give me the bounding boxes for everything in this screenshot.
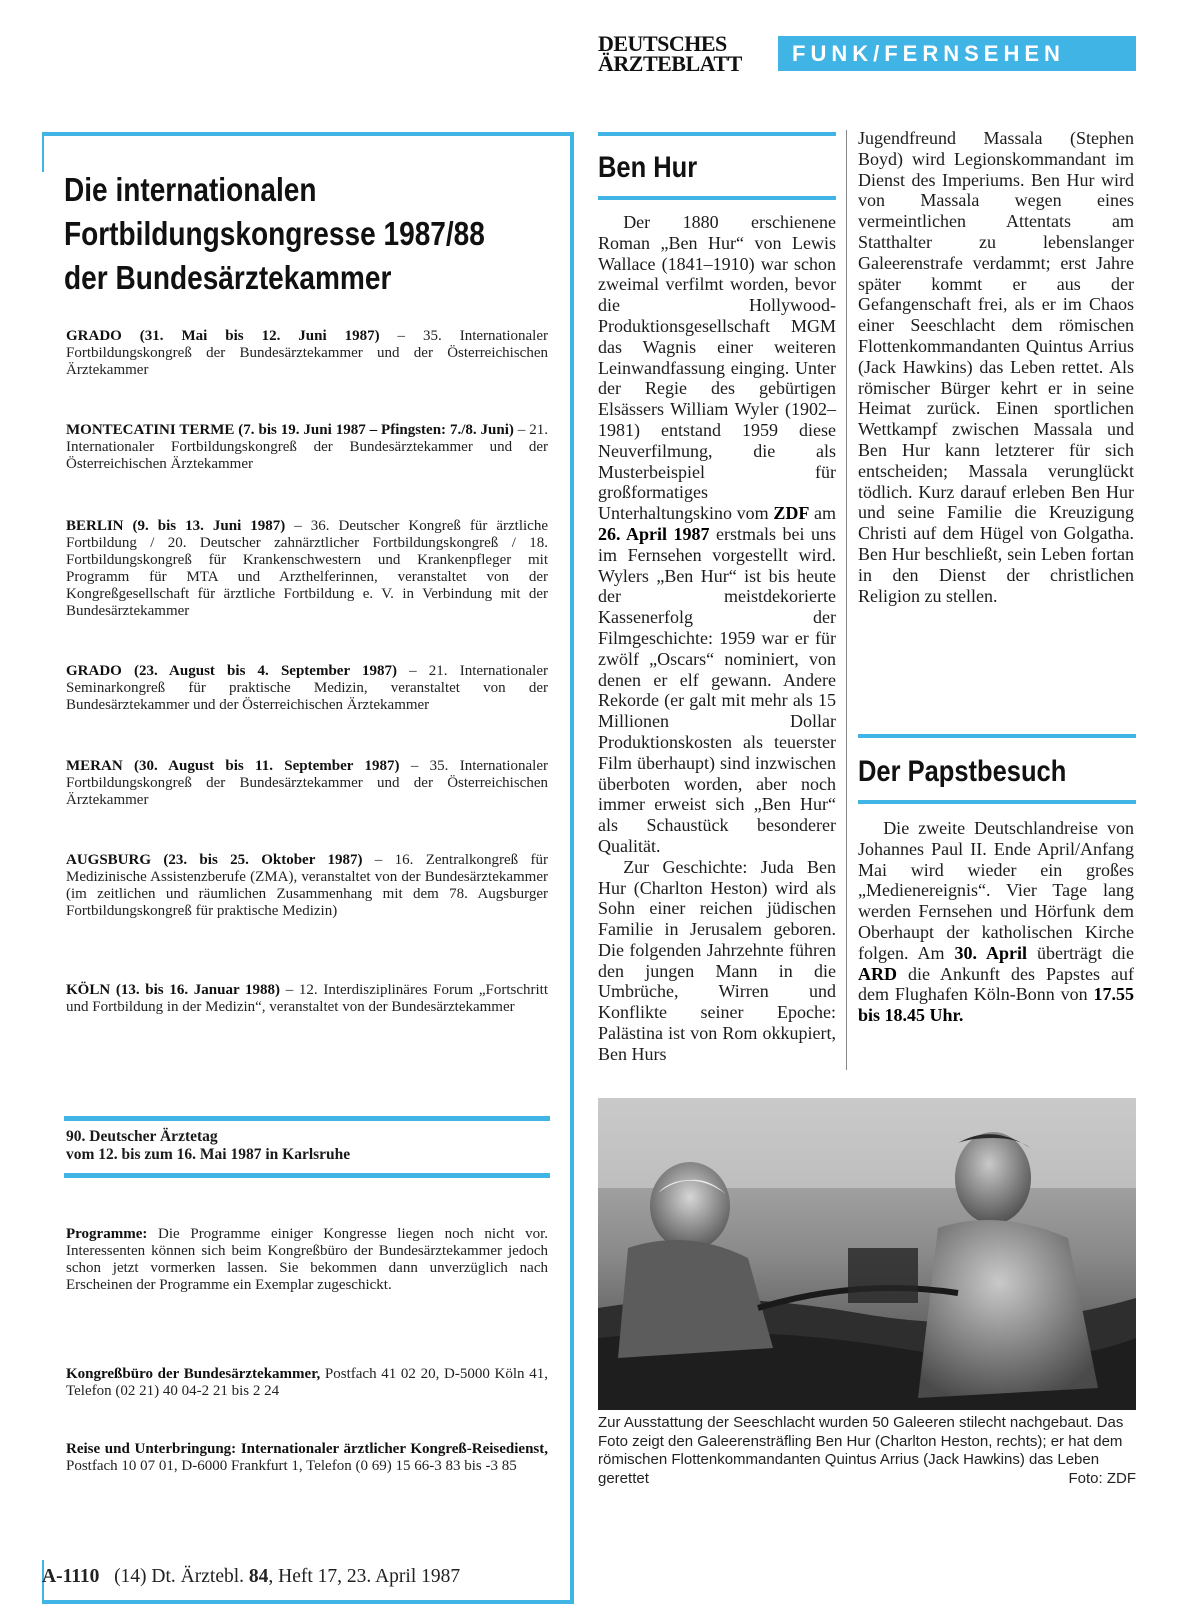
footer-citation: (14) Dt. Ärztebl. <box>114 1566 249 1587</box>
page-footer <box>42 1566 460 1588</box>
entry-head: BERLIN (9. bis 13. Juni 1987) <box>66 518 286 534</box>
text-run: am <box>809 503 836 524</box>
headline-line-3: der Bundesärztekammer <box>64 259 392 296</box>
aerztetag-line-2: vom 12. bis zum 16. Mai 1987 in Karlsruhe <box>66 1146 351 1163</box>
photo-credit: Foto: ZDF <box>1068 1469 1136 1487</box>
photo-caption <box>598 1414 1136 1488</box>
text-run: überträgt die <box>1027 942 1134 963</box>
logo-line-2: ÄRZTEBLATT <box>598 51 742 76</box>
headline-line-1: Die internationalen <box>64 171 317 208</box>
congress-entry <box>66 663 548 714</box>
journal-logo <box>598 31 768 76</box>
congress-entry <box>66 518 548 620</box>
entry-head: GRADO (31. Mai bis 12. Juni 1987) <box>66 328 380 344</box>
congress-entry <box>66 982 548 1016</box>
section-band: FUNK/FERNSEHEN <box>778 36 1136 71</box>
entry-body: – 21. Internationaler Seminarkongreß für praktische Medizin, veranstaltet von der Bundesärztekammer und der Österreichischen Ärztekammer <box>66 663 548 713</box>
column-divider <box>846 130 847 1070</box>
benhur-paragraph-1 <box>598 212 836 857</box>
footer-volume: 84 <box>248 1566 269 1587</box>
caption-text: Zur Ausstattung der Seeschlacht wurden 50 Galeeren stilecht nachgebaut. Das Foto zeigt den Galeerensträfling Ben Hur (Charlton Heston, rechts); er hat dem römischen Flottenkommandanten Quintus Arrius (Jack Hawkins) das Leben gerettet <box>598 1414 1124 1487</box>
papst-text <box>858 818 1134 1026</box>
papst-title: Der Papstbesuch <box>858 755 1067 788</box>
entry-body: – 36. Deutscher Kongreß für ärztliche Fortbildung / 20. Deutscher zahnärztlicher Fortbildungskongreß / 18. Fortbildungskongreß für Krankenschwestern und Krankenpfleger mit Programm für MTA und Arzthelferinnen, veranstaltet von der Kongreßgesellschaft für ärztliche Fortbildung e. V. in Verbindung mit der Bundesärztekammer <box>66 518 548 619</box>
congress-entry <box>66 422 548 473</box>
entry-body: – 35. Internationaler Fortbildungskongreß der Bundesärztekammer und der Österreichischen Ärztekammer <box>66 758 548 808</box>
broadcaster-ard: ARD <box>858 963 897 984</box>
note-body: Die Programme einiger Kongresse liegen noch nicht vor. Interessenten können sich beim Kongreßbüro der Bundesärztekammer jedoch schon jetzt vormerken lassen. Sie bekommen dann unverzüglich nach Erscheinen der Programme ein Exemplar zugeschickt. <box>66 1226 548 1293</box>
entry-body: – 16. Zentralkongreß für Medizinische Assistenzberufe (ZMA), veranstaltet von der Bundesärztekammer (im zeitlichen und räumlichen Zusammenhang mit dem 78. Augsburger Fortbildungskongreß für praktische Medizin) <box>66 852 548 919</box>
benhur-rule-bottom <box>598 196 836 200</box>
aerztetag-notice <box>66 1128 546 1164</box>
papst-rule-top <box>858 734 1136 738</box>
papst-rule-bottom <box>858 800 1136 804</box>
box-border-left-top <box>42 132 44 172</box>
note-body: Postfach 41 02 20, D-5000 Köln 41, Telefon (02 21) 40 04-2 21 bis 2 24 <box>66 1366 548 1399</box>
entry-head: MERAN (30. August bis 11. September 1987) <box>66 758 400 774</box>
box-headline <box>64 168 566 300</box>
note-head: Programme: <box>66 1226 148 1242</box>
text-run: Der 1880 erschienene Roman „Ben Hur“ von Lewis Wallace (1841–1910) war schon zweimal verfilmt worden, bevor die Hollywood-Produktionsgesellschaft MGM das Wagnis einer weiteren Leinwandfassung einging. Unter der Regie des gebürtigen Elsässers William Wyler (1902–1981) entstand 1959 diese Neuverfilmung, die als Musterbeispiel für großformatiges Unterhaltungskino vom <box>598 212 836 524</box>
programme-note <box>66 1226 548 1294</box>
travel-note <box>66 1441 548 1475</box>
entry-body: – 12. Interdisziplinäres Forum „Fortschritt und Fortbildung in der Medizin“, veranstaltet von der Bundesärztekammer <box>66 982 548 1015</box>
benhur-column-2 <box>858 128 1134 606</box>
broadcast-time: 17.55 bis 18.45 Uhr. <box>858 984 1134 1026</box>
logo-line-1: DEUTSCHES <box>598 31 727 56</box>
benhur-paragraph-2: Zur Geschichte: Juda Ben Hur (Charlton Heston) wird als Sohn einer reichen jüdischen Familie in Jerusalem geboren. Die folgenden Jahrzehnte führen den jungen Mann in die Umbrüche, Wirren und Konflikte seiner Epoche: Palästina ist von Rom okkupiert, Ben Hurs <box>598 856 836 1064</box>
entry-head: GRADO (23. August bis 4. September 1987) <box>66 663 397 679</box>
broadcast-date: 30. April <box>954 942 1028 963</box>
text-run: erstmals bei uns im Fernsehen vorgestellt wird. Wylers „Ben Hur“ ist bis heute der meistdekorierte Kassenerfolg der Filmgeschichte: 1959 war er für zwölf „Oscars“ nominiert, von denen er elf gewann. Andere Rekorde (er galt mit mehr als 15 Millionen Dollar Produktionskosten als teuerster Film überhaupt) sind inzwischen überboten worden, aber noch immer erweist sich „Ben Hur“ als Schaustück besonderer Qualität. <box>598 523 836 856</box>
aerztetag-rule-bottom <box>64 1173 550 1178</box>
box-border-bottom <box>42 1600 574 1604</box>
page-number: A-1110 <box>42 1566 100 1587</box>
congress-entry <box>66 758 548 809</box>
entry-head: AUGSBURG (23. bis 25. Oktober 1987) <box>66 852 363 868</box>
box-border-top <box>42 132 574 136</box>
benhur-paragraph-3: Jugendfreund Massala (Stephen Boyd) wird Legionskommandant im Dienst des Imperiums. Ben Hur wird von Massala wegen eines vermeintlichen Attentats am Statthalter zu lebenslanger Galeerenstrafe verdammt; erst Jahre später kommt er aus der Gefangenschaft frei, als er im Chaos einer Seeschlacht dem römischen Flottenkommandanten Quintus Arrius (Jack Hawkins) das Leben rettet. Als römischer Bürger kehrt er in seine Heimat zurück. Einen sportlichen Wettkampf zwischen Massala und Ben Hur kann letzterer für sich entscheiden; Massala verunglückt tödlich. Kurz darauf erleben Ben Hur und seine Familie die Kreuzigung Christi auf dem Hügel von Golgatha. Ben Hur beschließt, sein Leben fortan in den Dienst der christlichen Religion zu stellen. <box>858 128 1134 606</box>
note-head: Kongreßbüro der Bundesärztekammer, <box>66 1366 321 1382</box>
text-run: die Ankunft des Papstes auf dem Flughafen Köln-Bonn von <box>858 963 1134 1005</box>
broadcaster-zdf: ZDF <box>773 503 810 524</box>
entry-head: MONTECATINI TERME (7. bis 19. Juni 1987 – Pfingsten: 7./8. Juni) <box>66 422 514 438</box>
congress-entry <box>66 852 548 920</box>
congress-entry <box>66 328 548 379</box>
footer-issue: , Heft 17, 23. April 1987 <box>268 1566 461 1587</box>
benhur-title: Ben Hur <box>598 151 698 184</box>
benhur-rule-top <box>598 132 836 136</box>
congress-office-note <box>66 1366 548 1400</box>
note-head: Reise und Unterbringung: Internationaler ärztlicher Kongreß-Reisedienst, <box>66 1441 548 1457</box>
broadcast-date: 26. April 1987 <box>598 523 710 544</box>
benhur-column-1 <box>598 212 836 1065</box>
entry-head: KÖLN (13. bis 16. Januar 1988) <box>66 982 281 998</box>
headline-line-2: Fortbildungskongresse 1987/88 <box>64 215 485 252</box>
film-still-photo <box>598 1098 1136 1410</box>
box-border-right <box>570 132 574 1604</box>
text-run: Die zweite Deutschlandreise von Johannes Paul II. Ende April/Anfang Mai wird wieder ein großes „Medienereignis“. Vier Tage lang werden Fernsehen und Hörfunk dem Oberhaupt der katholischen Kirche folgen. Am <box>858 818 1134 963</box>
note-body: Postfach 10 07 01, D-6000 Frankfurt 1, Telefon (0 69) 15 66-3 83 bis -3 85 <box>66 1458 517 1474</box>
entry-body: – 21. Internationaler Fortbildungskongreß der Bundesärztekammer und der Österreichischen Ärztekammer <box>66 422 549 472</box>
aerztetag-line-1: 90. Deutscher Ärztetag <box>66 1128 218 1145</box>
entry-body: – 35. Internationaler Fortbildungskongreß der Bundesärztekammer und der Österreichischen Ärztekammer <box>66 328 548 378</box>
photo-illustration <box>598 1098 1136 1410</box>
aerztetag-rule-top <box>64 1116 550 1121</box>
papst-paragraph <box>858 818 1134 1026</box>
